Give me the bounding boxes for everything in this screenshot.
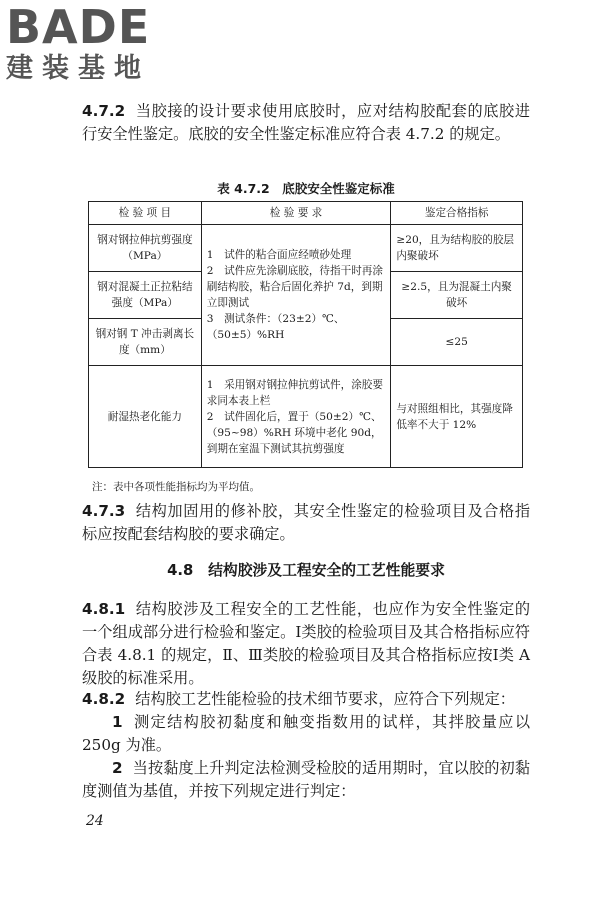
clause-number: 4.8.1 xyxy=(82,600,126,618)
item-text: 当按黏度上升判定法检测受检胶的适用期时，宜以胶的初黏度测值为基值，并按下列规定进行判定： xyxy=(82,759,530,800)
item-text: 测定结构胶初黏度和触变指数用的试样，其拌胶量应以 250g 为准。 xyxy=(82,713,530,754)
clause-number: 4.7.3 xyxy=(82,502,126,520)
clause-4-7-2 xyxy=(82,100,530,146)
clause-number: 4.8.2 xyxy=(82,690,126,708)
clause-text: 结构胶工艺性能检验的技术细节要求，应符合下列规定： xyxy=(135,690,515,708)
requirement-line: 3 测试条件：（23±2）℃、（50±5）%RH xyxy=(206,313,345,341)
clause-4-7-3 xyxy=(82,500,530,546)
logo-wordmark: BADE xyxy=(6,0,151,54)
page-number: 24 xyxy=(86,813,104,829)
requirement-cell xyxy=(201,366,391,468)
item-number: 1 xyxy=(112,713,123,731)
row-item: 钢对混凝土正拉粘结强度（MPa） xyxy=(89,272,202,319)
clause-4-8-1 xyxy=(82,598,530,690)
clause-number: 4.7.2 xyxy=(82,102,126,120)
logo-subtitle: 建装基地 xyxy=(6,53,150,84)
requirement-cell xyxy=(201,225,391,366)
table-note: 注：表中各项性能指标均为平均值。 xyxy=(92,481,260,493)
row-criteria: ≤25 xyxy=(391,319,523,366)
row-criteria: 与对照组相比，其强度降低率不大于 12% xyxy=(391,366,523,468)
section-heading-4-8: 4.8 结构胶涉及工程安全的工艺性能要求 xyxy=(167,562,445,579)
clause-text: 当胶接的设计要求使用底胶时，应对结构胶配套的底胶进行安全性鉴定。底胶的安全性鉴定标准应符合表 4.7.2 的规定。 xyxy=(82,102,530,143)
primer-safety-table xyxy=(88,201,523,468)
list-item-2 xyxy=(82,757,530,803)
brand-logo xyxy=(6,0,151,86)
row-criteria: ≥20，且为结构胶的胶层内聚破坏 xyxy=(391,225,523,272)
row-item: 耐湿热老化能力 xyxy=(89,366,202,468)
requirement-line: 1 采用钢对钢拉伸抗剪试件，涂胶要求同本表上栏 xyxy=(206,378,383,407)
requirement-line: 2 试件应先涂刷底胶，待指干时再涂刷结构胶，粘合后固化养护 7d，到期立即测试 xyxy=(206,265,383,309)
list-item-1 xyxy=(82,711,530,757)
requirement-line: 1 试件的粘合面应经喷砂处理 xyxy=(206,249,352,261)
item-number: 2 xyxy=(112,759,123,777)
clause-text: 结构胶涉及工程安全的工艺性能，也应作为安全性鉴定的一个组成部分进行检验和鉴定。Ⅰ类胶的检验项目及其合格指标应符合表 4.8.1 的规定，Ⅱ、Ⅲ类胶的检验项目及其合格指标应按Ⅰ类 A 级胶的标准采用。 xyxy=(82,600,530,687)
header-requirement: 检 验 要 求 xyxy=(201,202,391,225)
header-criteria: 鉴定合格指标 xyxy=(391,202,523,225)
clause-4-8-2 xyxy=(82,688,530,711)
row-item: 钢对钢拉伸抗剪强度（MPa） xyxy=(89,225,202,272)
row-item: 钢对钢 T 冲击剥离长度（mm） xyxy=(89,319,202,366)
table-row xyxy=(89,366,523,468)
row-criteria: ≥2.5，且为混凝土内聚破坏 xyxy=(391,272,523,319)
header-item: 检 验 项 目 xyxy=(89,202,202,225)
requirement-line: 2 试件固化后，置于（50±2）℃、（95~98）%RH 环境中老化 90d，到期在室温下测试其抗剪强度 xyxy=(206,410,382,455)
table-row xyxy=(89,225,523,272)
table-caption: 表 4.7.2 底胶安全性鉴定标准 xyxy=(217,181,395,196)
clause-text: 结构加固用的修补胶，其安全性鉴定的检验项目及合格指标应按配套结构胶的要求确定。 xyxy=(82,502,530,543)
